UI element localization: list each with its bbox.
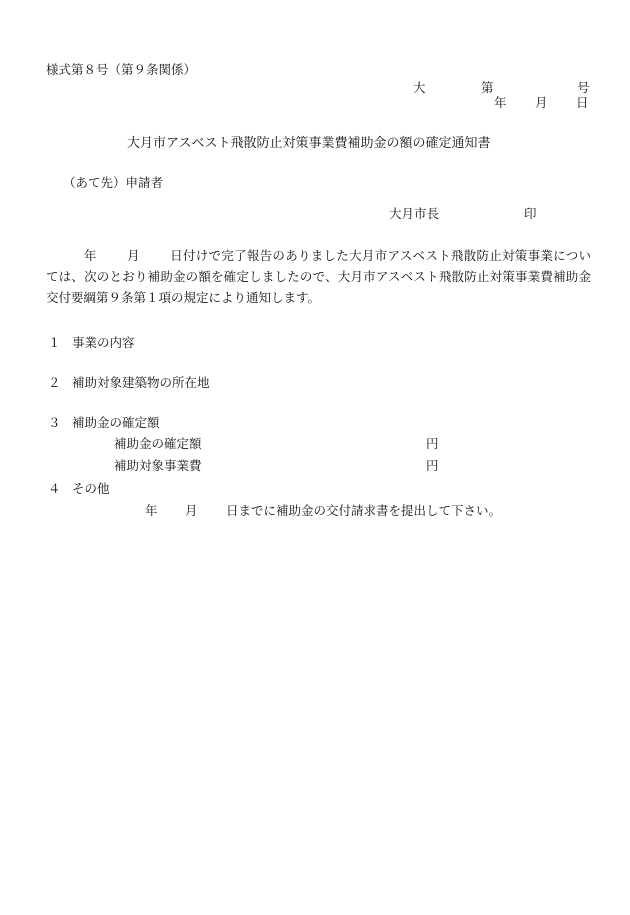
recipient-line: （あて先）申請者	[63, 175, 164, 190]
date-year: 年	[494, 95, 507, 110]
date-month: 月	[535, 95, 548, 110]
item-number: ２	[48, 375, 61, 390]
amount-unit: 円	[426, 458, 439, 473]
other-note-year: 年	[145, 503, 158, 518]
document-number-prefix: 大	[413, 80, 426, 95]
other-note-month: 月	[185, 503, 198, 518]
body-month: 月	[126, 248, 140, 263]
seal-mark: 印	[524, 206, 537, 221]
body-paragraph	[46, 245, 591, 308]
item-label: 事業の内容	[72, 335, 135, 350]
amount-label: 補助対象事業費	[114, 458, 202, 473]
body-year: 年	[84, 248, 97, 263]
item-number: ４	[48, 481, 61, 496]
body-sentence: 日付けで完了報告のありました大月市アスベスト飛散防止対策事業については、次のとおり補助金の額を確定しましたので、大月市アスベスト飛散防止対策事業費補助金交付要綱第９条第１項の規定により通知します。	[46, 248, 591, 305]
amount-label: 補助金の確定額	[114, 436, 202, 451]
document-title: 大月市アスベスト飛散防止対策事業費補助金の額の確定通知書	[127, 136, 491, 151]
item-number: １	[48, 335, 61, 350]
other-note-text: 日までに補助金の交付請求書を提出して下さい。	[226, 503, 502, 518]
amount-unit: 円	[426, 436, 439, 451]
issuer-name: 大月市長	[389, 206, 440, 221]
form-number: 様式第８号（第９条関係）	[46, 62, 197, 77]
document-number-dai: 第	[481, 80, 494, 95]
item-number: ３	[48, 415, 61, 430]
item-label: 補助金の確定額	[72, 415, 160, 430]
item-label: その他	[72, 481, 110, 496]
date-day: 日	[576, 95, 589, 110]
item-label: 補助対象建築物の所在地	[72, 375, 210, 390]
document-number-go: 号	[577, 80, 590, 95]
